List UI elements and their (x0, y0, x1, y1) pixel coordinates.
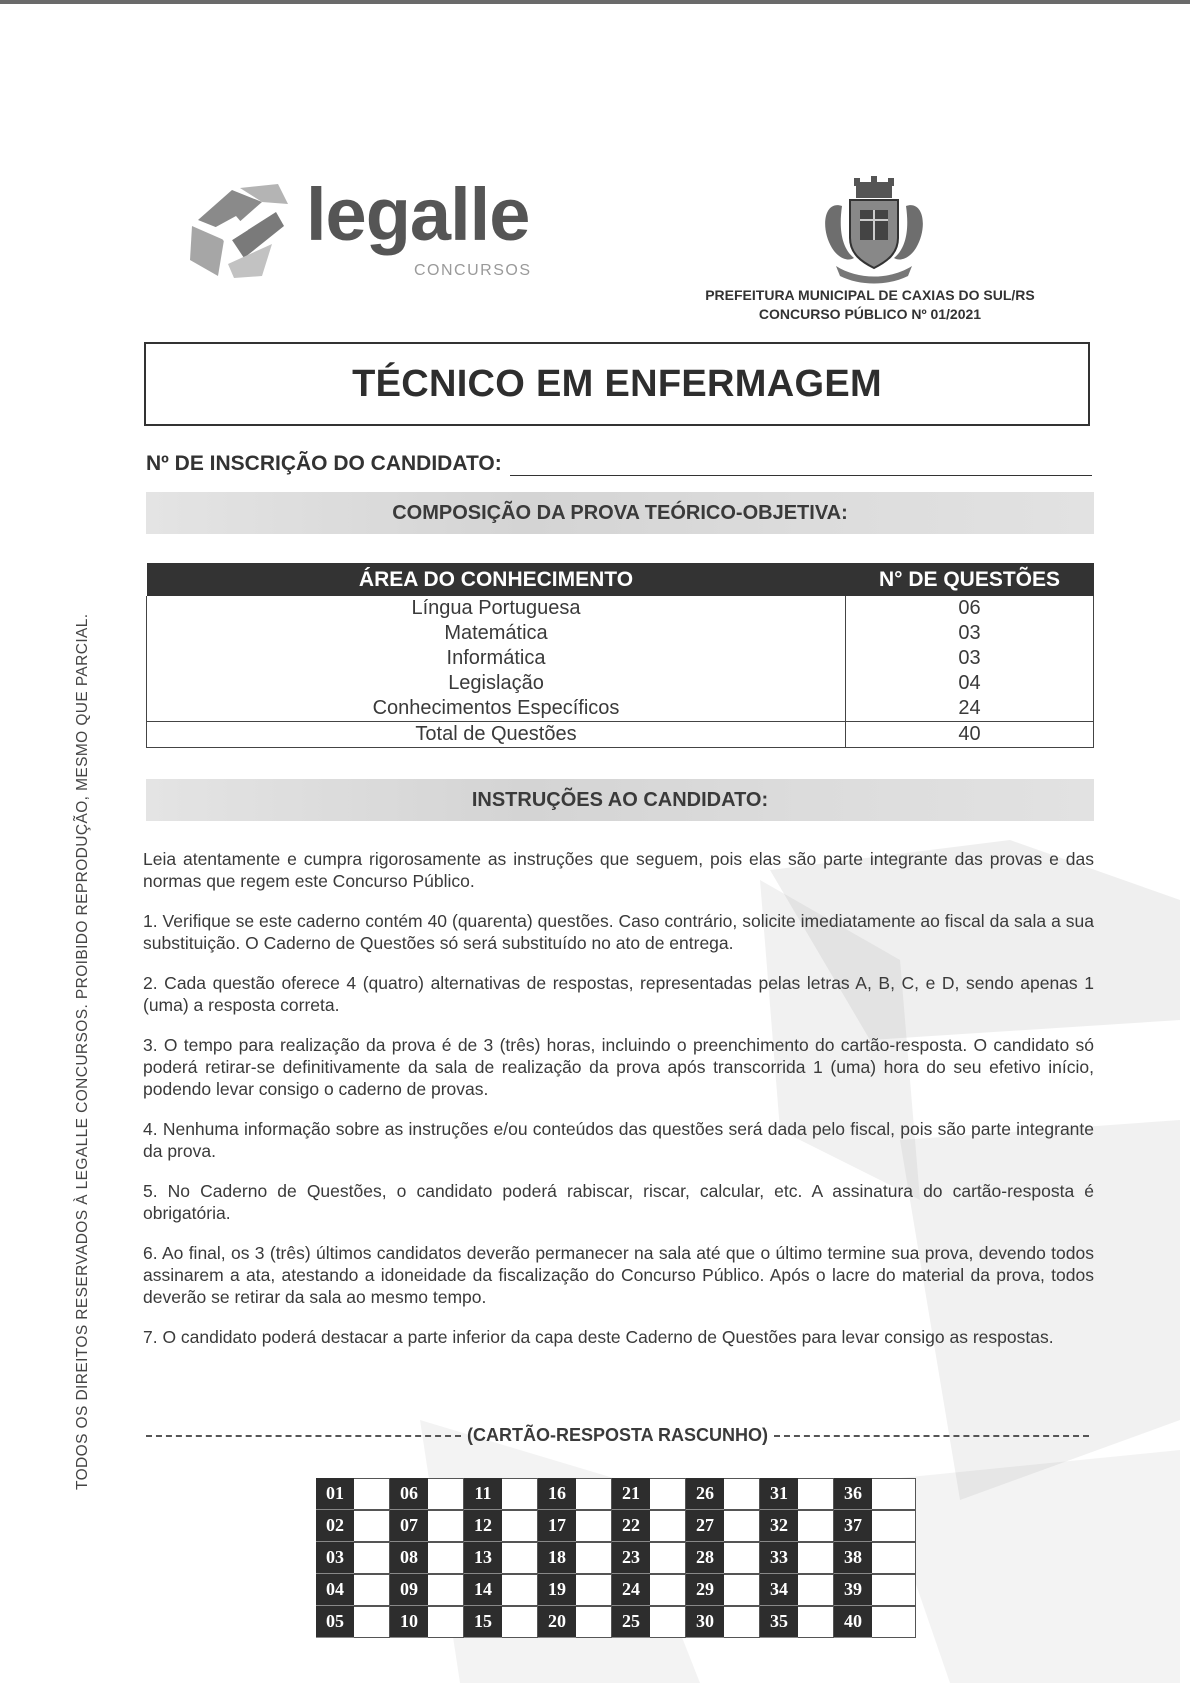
question-number: 40 (834, 1606, 872, 1638)
answer-cell (612, 1542, 686, 1574)
answer-box[interactable] (798, 1542, 834, 1574)
cartao-label: (CARTÃO-RESPOSTA RASCUNHO) (467, 1425, 768, 1445)
question-number: 21 (612, 1478, 650, 1510)
answer-cell (316, 1478, 390, 1510)
question-number: 20 (538, 1606, 576, 1638)
answer-cell (686, 1606, 760, 1638)
answer-box[interactable] (650, 1606, 686, 1638)
answer-box[interactable] (798, 1510, 834, 1542)
question-number: 11 (464, 1478, 502, 1510)
cartao-cut-line (140, 1425, 1095, 1446)
instructions-body (143, 848, 1094, 1366)
answer-box[interactable] (576, 1542, 612, 1574)
answer-box[interactable] (576, 1574, 612, 1606)
question-number: 06 (390, 1478, 428, 1510)
answer-cell (390, 1478, 464, 1510)
question-number: 12 (464, 1510, 502, 1542)
area-cell: Informática (147, 646, 846, 671)
answer-box[interactable] (724, 1574, 760, 1606)
legalle-logo (188, 173, 548, 288)
answer-box[interactable] (428, 1510, 464, 1542)
question-number: 09 (390, 1574, 428, 1606)
answer-cell (390, 1510, 464, 1542)
question-number: 19 (538, 1574, 576, 1606)
answer-box[interactable] (354, 1510, 390, 1542)
answer-box[interactable] (576, 1606, 612, 1638)
question-number: 01 (316, 1478, 354, 1510)
exam-title-box (144, 342, 1090, 426)
answer-column (390, 1478, 464, 1638)
instruction-intro: Leia atentamente e cumpra rigorosamente as instruções que seguem, pois elas são parte integrante das provas e das normas que regem este Concurso Público. (143, 849, 1094, 891)
top-rule (0, 0, 1190, 4)
answer-box[interactable] (872, 1510, 916, 1542)
answer-cell (464, 1606, 538, 1638)
table-row (147, 646, 1094, 671)
answer-column (538, 1478, 612, 1638)
answer-column (316, 1478, 390, 1638)
instruction-item: 1. Verifique se este caderno contém 40 (quarenta) questões. Caso contrário, solicite imediatamente ao fiscal da sala a sua substituição. O Caderno de Questões só será substituído no ato de entrega. (143, 911, 1094, 953)
answer-cell (612, 1574, 686, 1606)
question-number: 25 (612, 1606, 650, 1638)
instruction-item: 6. Ao final, os 3 (três) últimos candidatos deverão permanecer na sala até que o último termine sua prova, devendo todos assinarem a ata, atestando a idoneidade da fiscalização do Concurso Público. Após o lacre do material da prova, todos deverão se retirar da sala ao mesmo tempo. (143, 1243, 1094, 1307)
coat-of-arms-icon (818, 176, 930, 286)
logo-wordmark: legalle (306, 173, 530, 256)
answer-box[interactable] (428, 1542, 464, 1574)
answer-cell (390, 1606, 464, 1638)
answer-box[interactable] (724, 1542, 760, 1574)
question-number: 28 (686, 1542, 724, 1574)
answer-box[interactable] (502, 1606, 538, 1638)
question-number: 22 (612, 1510, 650, 1542)
answer-box[interactable] (650, 1510, 686, 1542)
answer-box[interactable] (428, 1478, 464, 1510)
answer-cell (316, 1574, 390, 1606)
answer-column (686, 1478, 760, 1638)
answer-cell (390, 1542, 464, 1574)
question-number: 17 (538, 1510, 576, 1542)
answer-cell (760, 1478, 834, 1510)
answer-cell (686, 1574, 760, 1606)
table-row (147, 671, 1094, 696)
answer-cell (834, 1478, 916, 1510)
answer-cell (760, 1574, 834, 1606)
answer-column (834, 1478, 916, 1638)
question-number: 03 (316, 1542, 354, 1574)
logo-subtitle: CONCURSOS (414, 262, 532, 279)
answer-cell (612, 1606, 686, 1638)
answer-cell (612, 1478, 686, 1510)
question-number: 35 (760, 1606, 798, 1638)
answer-box[interactable] (428, 1606, 464, 1638)
composicao-heading: COMPOSIÇÃO DA PROVA TEÓRICO-OBJETIVA: (146, 492, 1094, 534)
answer-box[interactable] (798, 1606, 834, 1638)
answer-cell (390, 1574, 464, 1606)
org-line-1: PREFEITURA MUNICIPAL DE CAXIAS DO SUL/RS (705, 287, 1035, 303)
answer-box[interactable] (872, 1574, 916, 1606)
instrucoes-heading: INSTRUÇÕES AO CANDIDATO: (146, 779, 1094, 821)
question-number: 13 (464, 1542, 502, 1574)
area-cell: Língua Portuguesa (147, 596, 846, 621)
question-number: 04 (316, 1574, 354, 1606)
answer-box[interactable] (798, 1574, 834, 1606)
question-number: 18 (538, 1542, 576, 1574)
qty-cell: 03 (846, 646, 1094, 671)
table-total-row (147, 722, 1094, 748)
answer-box[interactable] (650, 1542, 686, 1574)
answer-cell (538, 1574, 612, 1606)
answer-column (760, 1478, 834, 1638)
answer-box[interactable] (428, 1574, 464, 1606)
answer-cell (538, 1606, 612, 1638)
question-number: 16 (538, 1478, 576, 1510)
answer-box[interactable] (354, 1606, 390, 1638)
qty-cell: 04 (846, 671, 1094, 696)
composition-table (146, 563, 1094, 748)
question-number: 05 (316, 1606, 354, 1638)
answer-cell (834, 1542, 916, 1574)
answer-cell (316, 1510, 390, 1542)
instruction-item: 3. O tempo para realização da prova é de 3 (três) horas, incluindo o preenchimento do cartão-resposta. O candidato só poderá retirar-se definitivamente da sala de realização da prova após transcorrida 1 (uma) hora do seu efetivo início, podendo levar consigo o caderno de provas. (143, 1035, 1094, 1099)
copyright-side-note: TODOS OS DIREITOS RESERVADOS À LEGALLE CONCURSOS. PROIBIDO REPRODUÇÃO, MESMO QUE PARCIAL. (74, 613, 91, 1490)
answer-box[interactable] (724, 1478, 760, 1510)
answer-box[interactable] (724, 1606, 760, 1638)
instruction-item: 7. O candidato poderá destacar a parte inferior da capa deste Caderno de Questões para levar consigo as respostas. (143, 1327, 1054, 1347)
instruction-item: 5. No Caderno de Questões, o candidato poderá rabiscar, riscar, calcular, etc. A assinatura do cartão-resposta é obrigatória. (143, 1181, 1094, 1223)
inscricao-row (146, 452, 1092, 476)
question-number: 07 (390, 1510, 428, 1542)
answer-box[interactable] (502, 1574, 538, 1606)
question-number: 37 (834, 1510, 872, 1542)
answer-box[interactable] (502, 1478, 538, 1510)
answer-box[interactable] (576, 1478, 612, 1510)
exam-title: TÉCNICO EM ENFERMAGEM (352, 362, 882, 405)
question-number: 31 (760, 1478, 798, 1510)
answer-box[interactable] (872, 1478, 916, 1510)
header-area: ÁREA DO CONHECIMENTO (147, 563, 846, 596)
answer-cell (538, 1478, 612, 1510)
answer-column (464, 1478, 538, 1638)
answer-cell (760, 1606, 834, 1638)
answer-box[interactable] (650, 1478, 686, 1510)
question-number: 23 (612, 1542, 650, 1574)
header-qty: N° DE QUESTÕES (846, 563, 1094, 596)
qty-cell: 06 (846, 596, 1094, 621)
answer-cell (686, 1542, 760, 1574)
answer-box[interactable] (724, 1510, 760, 1542)
answer-box[interactable] (576, 1510, 612, 1542)
answer-box[interactable] (354, 1478, 390, 1510)
answer-box[interactable] (502, 1542, 538, 1574)
answer-cell (538, 1542, 612, 1574)
question-number: 36 (834, 1478, 872, 1510)
question-number: 30 (686, 1606, 724, 1638)
question-number: 38 (834, 1542, 872, 1574)
question-number: 10 (390, 1606, 428, 1638)
question-number: 27 (686, 1510, 724, 1542)
area-cell: Legislação (147, 671, 846, 696)
answer-cell (464, 1574, 538, 1606)
question-number: 32 (760, 1510, 798, 1542)
question-number: 08 (390, 1542, 428, 1574)
answer-grid (316, 1478, 916, 1638)
table-row (147, 596, 1094, 621)
inscricao-blank-line (510, 453, 1092, 476)
answer-cell (834, 1510, 916, 1542)
question-number: 26 (686, 1478, 724, 1510)
answer-cell (464, 1542, 538, 1574)
answer-cell (686, 1510, 760, 1542)
question-number: 14 (464, 1574, 502, 1606)
area-cell: Matemática (147, 621, 846, 646)
answer-cell (834, 1606, 916, 1638)
dash-right (774, 1435, 1089, 1437)
answer-box[interactable] (354, 1574, 390, 1606)
dash-left (146, 1435, 461, 1437)
answer-cell (316, 1606, 390, 1638)
table-row (147, 621, 1094, 646)
answer-cell (686, 1478, 760, 1510)
org-line-2: CONCURSO PÚBLICO Nº 01/2021 (758, 306, 982, 322)
answer-cell (464, 1510, 538, 1542)
table-row (147, 696, 1094, 722)
answer-cell (464, 1478, 538, 1510)
question-number: 34 (760, 1574, 798, 1606)
instruction-item: 2. Cada questão oferece 4 (quatro) alternativas de respostas, representadas pelas letras A, B, C, e D, sendo apenas 1 (uma) a resposta correta. (143, 973, 1094, 1015)
question-number: 33 (760, 1542, 798, 1574)
answer-box[interactable] (872, 1606, 916, 1638)
answer-column (612, 1478, 686, 1638)
answer-cell (612, 1510, 686, 1542)
total-label: Total de Questões (147, 722, 846, 748)
answer-cell (760, 1510, 834, 1542)
inscricao-label: Nº DE INSCRIÇÃO DO CANDIDATO: (146, 452, 502, 475)
question-number: 02 (316, 1510, 354, 1542)
answer-cell (538, 1510, 612, 1542)
answer-cell (316, 1542, 390, 1574)
qty-cell: 03 (846, 621, 1094, 646)
answer-box[interactable] (798, 1478, 834, 1510)
answer-cell (834, 1574, 916, 1606)
instruction-item: 4. Nenhuma informação sobre as instruções e/ou conteúdos das questões será dada pelo fiscal, pois são parte integrante da prova. (143, 1119, 1094, 1161)
answer-cell (760, 1542, 834, 1574)
answer-box[interactable] (872, 1542, 916, 1574)
legalle-cube-logo-icon (188, 178, 300, 278)
question-number: 15 (464, 1606, 502, 1638)
area-cell: Conhecimentos Específicos (147, 696, 846, 722)
question-number: 39 (834, 1574, 872, 1606)
question-number: 24 (612, 1574, 650, 1606)
organization-header (640, 286, 1100, 324)
answer-box[interactable] (502, 1510, 538, 1542)
total-qty: 40 (846, 722, 1094, 748)
answer-box[interactable] (354, 1542, 390, 1574)
qty-cell: 24 (846, 696, 1094, 722)
table-header-row (147, 563, 1094, 596)
answer-box[interactable] (650, 1574, 686, 1606)
question-number: 29 (686, 1574, 724, 1606)
